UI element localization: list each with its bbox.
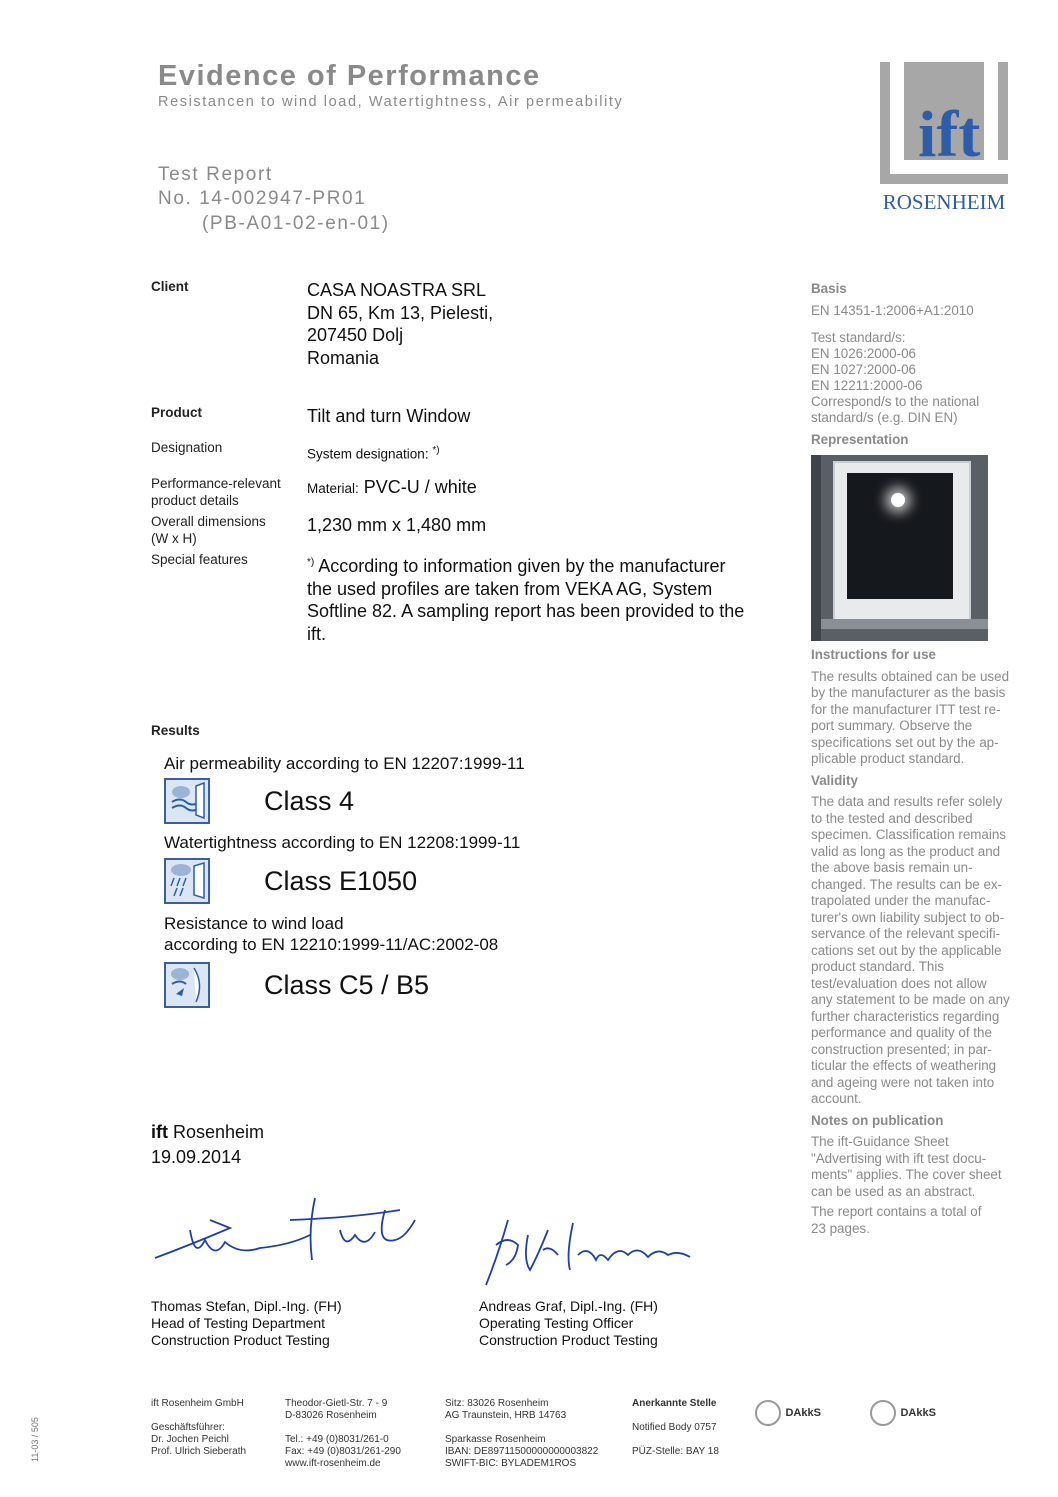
notes-line: 23 pages. xyxy=(811,1220,870,1236)
validity-line: servance of the relevant specifi- xyxy=(811,926,1001,941)
validity-line: valid as long as the product and xyxy=(811,843,1001,859)
special-note: *) xyxy=(307,557,315,568)
special-line: ift. xyxy=(307,623,327,644)
report-label: Test Report xyxy=(158,164,273,185)
footer-line xyxy=(632,1410,719,1422)
client-line: 207450 Dolj xyxy=(307,325,404,345)
signatory-right xyxy=(479,1298,658,1348)
air-permeability-class: Class 4 xyxy=(264,786,355,816)
results-heading: Results xyxy=(151,723,200,738)
material-value: PVC-U / white xyxy=(363,477,477,497)
validity-line: trapolated under the manufac- xyxy=(811,893,991,908)
signatory-line: Construction Product Testing xyxy=(151,1331,330,1348)
instructions-line: specifications set out by the ap- xyxy=(811,734,999,750)
instructions-line: for the manufacturer ITT test re- xyxy=(811,701,1001,717)
svg-text:ift: ift xyxy=(918,98,981,171)
instructions-line: by the manufacturer as the basis xyxy=(811,685,1006,700)
product-label: Product xyxy=(151,405,203,420)
dims-label-line: (W x H) xyxy=(151,531,197,546)
basis-heading: Basis xyxy=(811,281,847,296)
special-line: the used profiles are taken from VEKA AG, System xyxy=(307,578,713,599)
standard-line: EN 12211:2000-06 xyxy=(811,378,923,393)
signature-date: 19.09.2014 xyxy=(151,1147,242,1167)
notes-text xyxy=(811,1134,1026,1200)
designation-prefix: System designation: xyxy=(307,446,429,462)
designation-value xyxy=(307,440,440,466)
footer-line: PÜZ-Stelle: BAY 18 xyxy=(632,1446,719,1457)
footer-col-address xyxy=(285,1398,401,1470)
wind-load-icon xyxy=(164,962,210,1008)
notes-line: "Advertising with ift test docu- xyxy=(811,1150,987,1166)
org-bold: ift xyxy=(151,1122,168,1142)
test-standards xyxy=(811,330,1026,426)
dims-value: 1,230 mm x 1,480 mm xyxy=(307,515,487,535)
notes-heading: Notes on publication xyxy=(811,1112,944,1128)
watertightness-icon xyxy=(164,858,210,904)
instructions-text xyxy=(811,669,1026,768)
client-label: Client xyxy=(151,279,189,294)
footer-line xyxy=(632,1434,719,1446)
validity-line: account. xyxy=(811,1091,862,1106)
footer-line: Fax: +49 (0)8031/261-290 xyxy=(285,1446,401,1457)
instructions-line: plicable product standard. xyxy=(811,751,965,766)
footer-line: D-83026 Rosenheim xyxy=(285,1410,377,1421)
validity-line: specimen. Classification remains xyxy=(811,827,1006,842)
validity-line: construction presented; in par- xyxy=(811,1041,992,1057)
wind-load-line: according to EN 12210:1999-11/AC:2002-08 xyxy=(164,935,499,954)
client-line: Romania xyxy=(307,347,380,368)
wind-load-class: Class C5 / B5 xyxy=(264,970,430,1000)
report-code: (PB-A01-02-en-01) xyxy=(202,213,390,234)
dakks-badge-1 xyxy=(755,1400,845,1450)
footer-line: Dr. Jochen Peichl xyxy=(151,1434,229,1445)
signatory-line: Operating Testing Officer xyxy=(479,1314,634,1331)
signatory-line: Andreas Graf, Dipl.-Ing. (FH) xyxy=(479,1298,658,1314)
special-label: Special features xyxy=(151,552,248,567)
designation-label: Designation xyxy=(151,440,223,455)
air-permeability-text: Air permeability according to EN 12207:1999-11 xyxy=(164,754,525,773)
instructions-section xyxy=(811,647,1026,1237)
validity-line: any statement to be made on any xyxy=(811,992,1010,1007)
footer-col-notified xyxy=(632,1398,719,1458)
notes-line: ments" applies. The cover sheet xyxy=(811,1167,1002,1182)
perf-value xyxy=(307,476,477,501)
side-column xyxy=(811,281,1026,449)
footer-line: Notified Body 0757 xyxy=(632,1422,717,1433)
perf-label-line: product details xyxy=(151,493,239,508)
footer-line: Theodor-Gietl-Str. 7 - 9 xyxy=(285,1398,388,1409)
standard-line: standard/s (e.g. DIN EN) xyxy=(811,410,958,425)
validity-line: and ageing were not taken into xyxy=(811,1074,995,1090)
validity-line: The data and results refer solely xyxy=(811,794,1003,809)
representation-heading: Representation xyxy=(811,432,909,447)
basis-value: EN 14351-1:2006+A1:2010 xyxy=(811,302,974,318)
specimen-photo xyxy=(811,455,988,641)
air-permeability-icon xyxy=(164,778,210,824)
document-code: 11-03 / 505 xyxy=(30,1417,40,1462)
footer-line: Sitz: 83026 Rosenheim xyxy=(445,1398,549,1409)
footer-line xyxy=(151,1410,246,1422)
wind-load-line: Resistance to wind load xyxy=(164,914,344,933)
notes-line: The ift-Guidance Sheet xyxy=(811,1134,949,1149)
special-line: According to information given by the manufacturer xyxy=(318,556,726,576)
validity-line: cations set out by the applicable xyxy=(811,942,1002,958)
signature-andreas-graf xyxy=(478,1215,708,1290)
product-value: Tilt and turn Window xyxy=(307,406,471,426)
client-line: DN 65, Km 13, Pielesti, xyxy=(307,302,494,323)
page-count-text xyxy=(811,1204,1026,1237)
footer-line: SWIFT-BIC: BYLADEM1ROS xyxy=(445,1458,577,1469)
org-rest: Rosenheim xyxy=(168,1122,265,1142)
validity-line: product standard. This xyxy=(811,959,944,974)
perf-label xyxy=(151,475,281,509)
dims-label xyxy=(151,513,266,547)
dakks-badge-2 xyxy=(870,1400,960,1450)
signatory-line: Thomas Stefan, Dipl.-Ing. (FH) xyxy=(151,1298,342,1314)
footer-line: Sparkasse Rosenheim xyxy=(445,1434,546,1445)
special-line: Softline 82. A sampling report has been provided to the xyxy=(307,601,745,621)
validity-line: to the tested and described xyxy=(811,810,973,826)
standard-line: EN 1027:2000-06 xyxy=(811,362,916,377)
watertightness-text: Watertightness according to EN 12208:1999-11 xyxy=(164,833,521,852)
wind-load-text xyxy=(164,913,498,955)
client-line: CASA NOASTRA SRL xyxy=(307,280,487,300)
perf-label-line: Performance-relevant xyxy=(151,476,281,491)
signatory-line: Head of Testing Department xyxy=(151,1314,326,1331)
notes-line: can be used as an abstract. xyxy=(811,1183,976,1199)
footer-line: Tel.: +49 (0)8031/261-0 xyxy=(285,1434,389,1445)
designation-note: *) xyxy=(432,445,440,456)
footer-line: Geschäftsführer: xyxy=(151,1422,225,1433)
footer-line xyxy=(285,1422,401,1434)
standard-line: Test standard/s: xyxy=(811,330,906,345)
dakks-text: DAkkS xyxy=(785,1407,821,1419)
instructions-line: port summary. Observe the xyxy=(811,718,973,733)
page-title: Evidence of Performance xyxy=(158,60,541,92)
signatory-left xyxy=(151,1298,342,1348)
footer-line: Anerkannte Stelle xyxy=(632,1398,717,1409)
footer-col-company xyxy=(151,1398,246,1458)
dims-label-line: Overall dimensions xyxy=(151,514,266,529)
signature-org xyxy=(151,1122,264,1143)
ift-logo xyxy=(880,62,1008,218)
instructions-line: The results obtained can be used xyxy=(811,668,1010,684)
report-number: No. 14-002947-PR01 xyxy=(158,188,367,209)
validity-line: performance and quality of the xyxy=(811,1025,992,1040)
dakks-text: DAkkS xyxy=(900,1407,936,1419)
footer-line: ift Rosenheim GmbH xyxy=(151,1398,244,1409)
signatory-line: Construction Product Testing xyxy=(479,1331,658,1348)
validity-line: further characteristics regarding xyxy=(811,1008,1000,1024)
page-subtitle: Resistancen to wind load, Watertightness, Air permeability xyxy=(158,94,624,110)
special-value xyxy=(307,552,797,645)
material-prefix: Material: xyxy=(307,481,359,496)
watertightness-class: Class E1050 xyxy=(264,866,418,896)
validity-heading: Validity xyxy=(811,772,858,788)
footer-col-bank xyxy=(445,1398,598,1470)
validity-line: test/evaluation does not allow xyxy=(811,975,987,991)
client-address xyxy=(307,279,493,369)
instructions-heading: Instructions for use xyxy=(811,647,936,662)
standard-line: Correspond/s to the national xyxy=(811,394,980,409)
standard-line: EN 1026:2000-06 xyxy=(811,346,916,361)
footer-line xyxy=(445,1422,598,1434)
footer-line[interactable]: www.ift-rosenheim.de xyxy=(285,1458,381,1469)
validity-line: turer's own liability subject to ob- xyxy=(811,909,1005,925)
footer-line: IBAN: DE89711500000000003822 xyxy=(445,1446,599,1457)
validity-line: changed. The results can be ex- xyxy=(811,876,1003,892)
validity-line: ticular the effects of weathering xyxy=(811,1058,997,1073)
validity-line: the above basis remain un- xyxy=(811,860,973,875)
footer-line: Prof. Ulrich Sieberath xyxy=(151,1446,247,1457)
notes-line: The report contains a total of xyxy=(811,1204,982,1219)
footer-line: AG Traunstein, HRB 14763 xyxy=(445,1410,567,1421)
signature-thomas-stefan xyxy=(150,1190,430,1270)
logo-city: ROSENHEIM xyxy=(882,190,1006,214)
validity-text xyxy=(811,794,1026,1108)
